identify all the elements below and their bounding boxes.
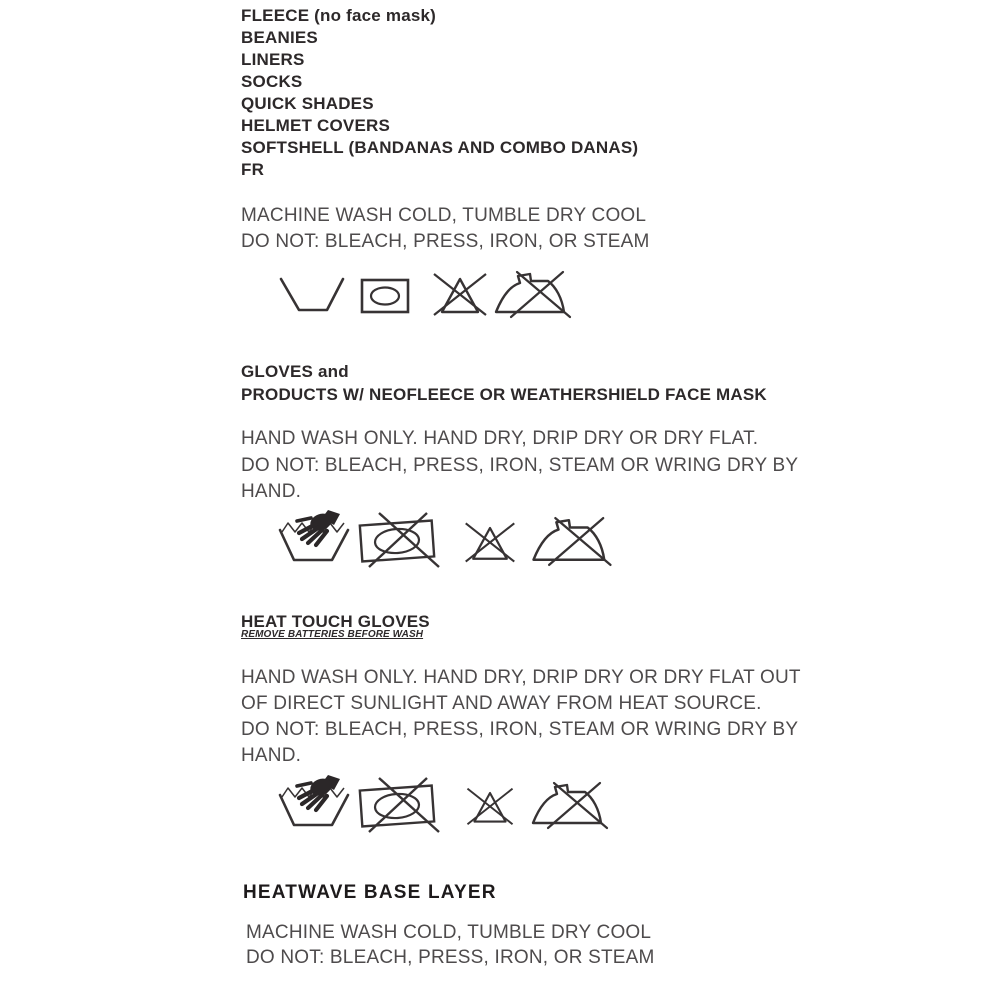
product-item: SOCKS <box>241 72 303 91</box>
product-item: BEANIES <box>241 28 318 47</box>
care-line: HAND WASH ONLY. HAND DRY, DRIP DRY OR DRY FLAT OUT <box>241 667 801 688</box>
product-item: HELMET COVERS <box>241 116 391 135</box>
care-line: OF DIRECT SUNLIGHT AND AWAY FROM HEAT SOURCE. <box>241 693 762 714</box>
product-item: FLEECE (no face mask) <box>241 6 437 25</box>
gloves-care-instructions <box>241 426 798 506</box>
product-item: LINERS <box>241 50 305 69</box>
machine-wash-icon <box>279 277 347 313</box>
heading-line: PRODUCTS W/ NEOFLEECE OR WEATHERSHIELD FACE MASK <box>241 385 767 404</box>
heatwave-section-heading: HEATWAVE BASE LAYER <box>243 882 497 903</box>
do-not-bleach-icon <box>462 517 518 567</box>
do-not-iron-icon <box>493 269 573 319</box>
care-line: HAND. <box>241 481 302 502</box>
product-item: SOFTSHELL (BANDANAS AND COMBO DANAS) <box>241 138 639 157</box>
do-not-iron-icon <box>528 780 612 830</box>
gloves-section-heading <box>241 360 767 406</box>
care-line: DO NOT: BLEACH, PRESS, IRON, STEAM OR WRING DRY BY <box>241 719 799 740</box>
care-line: MACHINE WASH COLD, TUMBLE DRY COOL <box>246 922 652 943</box>
product-item: FR <box>241 160 265 179</box>
heatwave-care-instructions <box>246 920 655 970</box>
care-line: DO NOT: BLEACH, PRESS, IRON, STEAM OR WRING DRY BY <box>241 454 799 476</box>
product-list <box>241 5 638 181</box>
heat-touch-warning-note: REMOVE BATTERIES BEFORE WASH <box>241 629 424 640</box>
care-line: MACHINE WASH COLD, TUMBLE DRY COOL <box>241 205 647 226</box>
heat-touch-care-instructions <box>241 665 801 769</box>
do-not-tumble-dry-icon <box>355 511 449 569</box>
fleece-care-instructions <box>241 203 650 255</box>
do-not-tumble-dry-icon <box>355 776 449 834</box>
care-line: HAND. <box>241 745 302 766</box>
care-line: DO NOT: BLEACH, PRESS, IRON, OR STEAM <box>246 947 655 968</box>
product-item: QUICK SHADES <box>241 94 374 113</box>
care-line: DO NOT: BLEACH, PRESS, IRON, OR STEAM <box>241 231 650 252</box>
hand-wash-icon <box>276 508 354 566</box>
do-not-bleach-icon <box>430 270 490 318</box>
heat-touch-section-heading: HEAT TOUCH GLOVES <box>241 612 430 631</box>
hand-wash-icon <box>276 773 354 831</box>
heading-line: GLOVES and <box>241 362 349 381</box>
care-line: HAND WASH ONLY. HAND DRY, DRIP DRY OR DRY FLAT. <box>241 428 759 449</box>
tumble-dry-icon <box>359 277 411 315</box>
do-not-bleach-icon <box>464 782 516 830</box>
do-not-iron-icon <box>528 515 616 567</box>
